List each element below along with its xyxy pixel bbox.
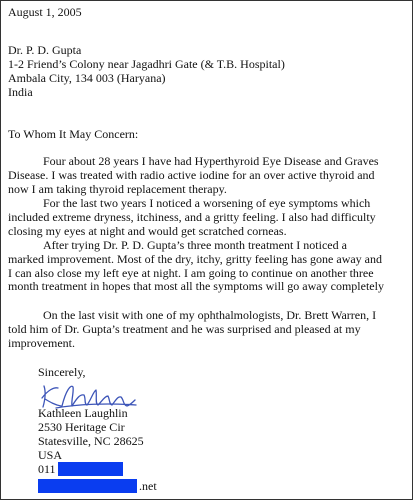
sender-phone-prefix: 011 [38, 462, 56, 476]
letter-date: August 1, 2005 [8, 5, 82, 19]
redacted-phone-number [58, 462, 123, 476]
signature-stroke-k [42, 386, 61, 407]
salutation: To Whom It May Concern: [8, 127, 139, 141]
sender-country: USA [38, 448, 63, 462]
redacted-email-address [38, 479, 137, 493]
recipient-country: India [8, 85, 33, 99]
sender-address-line1: 2530 Heritage Cir [38, 420, 125, 434]
recipient-address-line1: 1-2 Friend’s Colony near Jagadhri Gate (& T.B. Hospital) [8, 57, 285, 71]
body-paragraph-1: Four about 28 years I have had Hyperthyroid Eye Disease and Graves Disease. I was treated with radio active iodine for an over active thyroid and now I am taking thyroid replacement therapy. [8, 154, 379, 196]
body-paragraph-3: After trying Dr. P. D. Gupta’s three month treatment I noticed a marked improvement. Most of the dry, itchy, gritty feeling has gone away and I can also close my left eye at night. I am going to continue on another three month treatment in hopes that most all the symptoms will go away completely [8, 238, 384, 294]
signature-stroke-surname [62, 386, 135, 406]
sender-name: Kathleen Laughlin [38, 406, 128, 420]
body-paragraph-2: For the last two years I noticed a worsening of eye symptoms which included extreme dryness, itchiness, and a gritty feeling. I also had difficulty closing my eyes at night and would get scratched corneas. [8, 196, 376, 238]
recipient-address-line2: Ambala City, 134 003 (Haryana) [8, 71, 166, 85]
closing: Sincerely, [38, 365, 86, 379]
sender-email-suffix: .net [139, 479, 157, 493]
recipient-name: Dr. P. D. Gupta [8, 43, 82, 57]
body-paragraph-4: On the last visit with one of my ophthalmologists, Dr. Brett Warren, I told him of Dr. Gupta’s treatment and he was surprised and pleased at my improvement. [8, 308, 377, 350]
signature-strokes [42, 386, 136, 408]
sender-address-line2: Statesville, NC 28625 [38, 434, 144, 448]
handwritten-signature [38, 374, 138, 410]
